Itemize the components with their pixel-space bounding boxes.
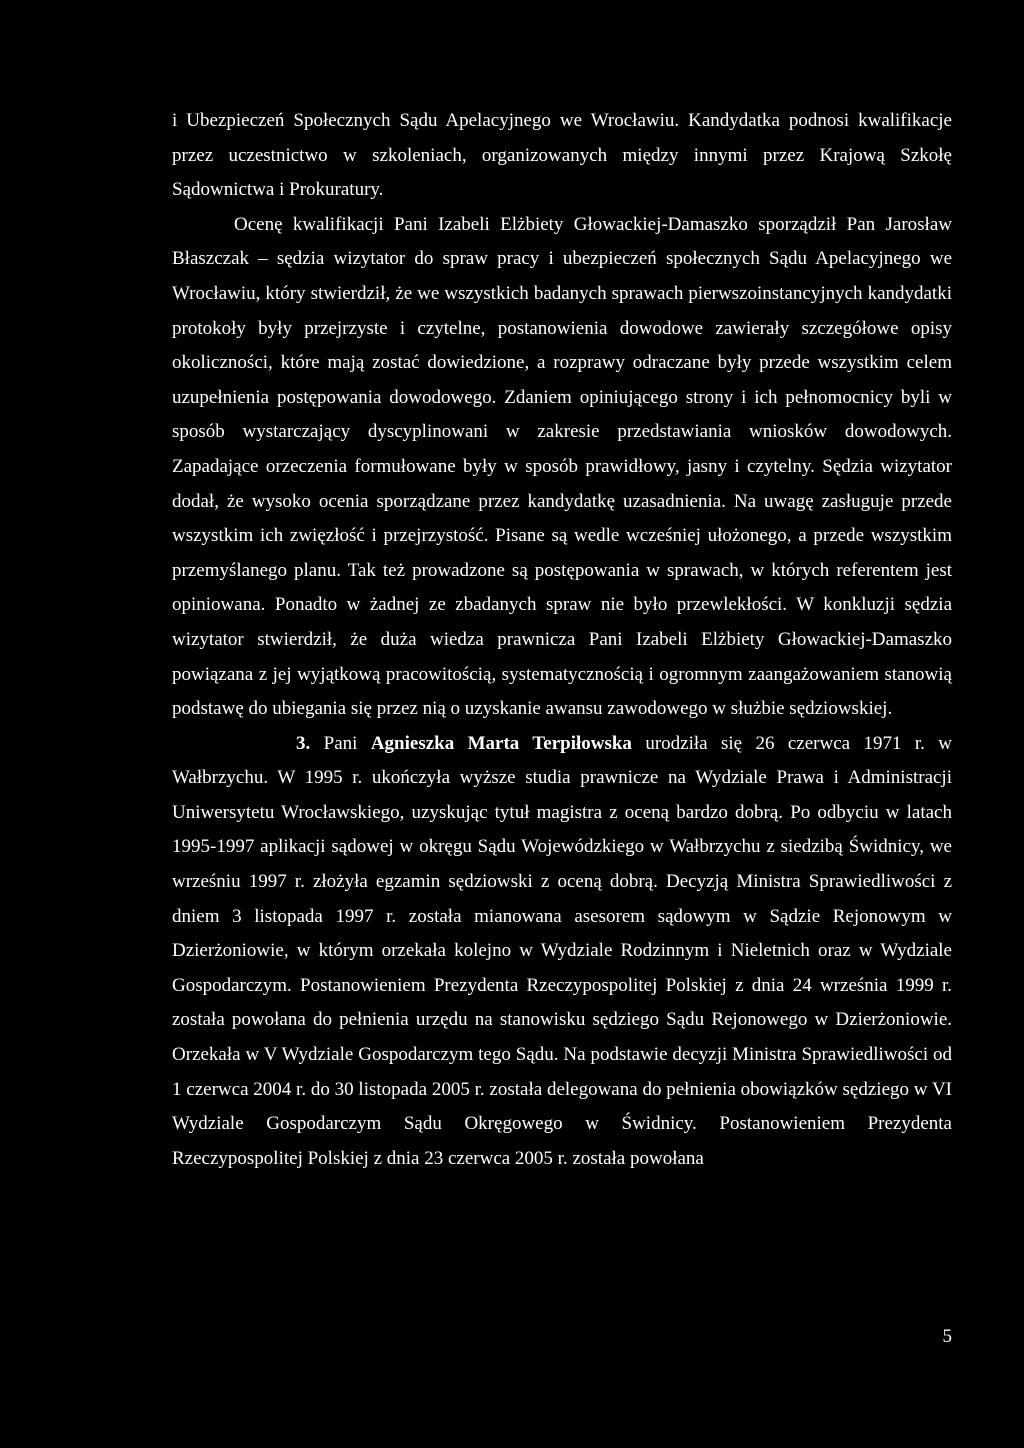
- paragraph-1: i Ubezpieczeń Społecznych Sądu Apelacyjnego we Wrocławiu. Kandydatka podnosi kwalifikacje przez uczestnictwo w szkoleniach, organizowanych między innymi przez Krajową Szkołę Sądownictwa i Prokuratury.: [172, 110, 952, 201]
- document-page: [172, 104, 952, 1176]
- candidate-text: urodziła się 26 czerwca 1971 r. w Wałbrzychu. W 1995 r. ukończyła wyższe studia prawnicze na Wydziale Prawa i Administracji Uniwersytetu Wrocławskiego, uzyskując tytuł magistra z oceną bardzo dobrą. Po odbyciu w latach 1995-1997 aplikacji sądowej w okręgu Sądu Wojewódzkiego w Wałbrzychu z siedzibą Świdnicy, we wrześniu 1997 r. złożyła egzamin sędziowski z oceną dobrą. Decyzją Ministra Sprawiedliwości z dniem 3 listopada 1997 r. została mianowana asesorem sądowym w Sądzie Rejonowym w Dzierżoniowie, w którym orzekała kolejno w Wydziale Rodzinnym i Nieletnich oraz w Wydziale Gospodarczym. Postanowieniem Prezydenta Rzeczypospolitej Polskiej z dnia 24 września 1999 r. została powołana do pełnienia urzędu na stanowisku sędziego Sądu Rejonowego w Dzierżoniowie. Orzekała w V Wydziale Gospodarczym tego Sądu. Na podstawie decyzji Ministra Sprawiedliwości od 1 czerwca 2004 r. do 30 listopada 2005 r. została delegowana do pełnienia obowiązków sędziego w VI Wydziale Gospodarczym Sądu Okręgowego w Świdnicy. Postanowieniem Prezydenta Rzeczypospolitej Polskiej z dnia 23 czerwca 2005 r. została powołana: [172, 732, 952, 1169]
- candidate-paragraph: [172, 727, 952, 1177]
- candidate-number: 3.: [296, 732, 311, 754]
- candidate-name: Agnieszka Marta Terpiłowska: [370, 732, 632, 754]
- page-number: 5: [942, 1326, 952, 1347]
- paragraph-2: Ocenę kwalifikacji Pani Izabeli Elżbiety Głowackiej-Damaszko sporządził Pan Jarosław Błaszczak – sędzia wizytator do spraw pracy i ubezpieczeń społecznych Sądu Apelacyjnego we Wrocławiu, który stwierdził, że we wszystkich badanych sprawach pierwszoinstancyjnych kandydatki protokoły były przejrzyste i czytelne, postanowienia dowodowe zawierały szczegółowe opisy okoliczności, które mają zostać dowiedzione, a rozprawy odraczane były przede wszystkim celem uzupełnienia postępowania dowodowego. Zdaniem opiniującego strony i ich pełnomocnicy byli w sposób wystarczający dyscyplinowani w zakresie przedstawiania wniosków dowodowych. Zapadające orzeczenia formułowane były w sposób prawidłowy, jasny i czytelny. Sędzia wizytator dodał, że wysoko ocenia sporządzane przez kandydatkę uzasadnienia. Na uwagę zasługuje przede wszystkim ich zwięzłość i przejrzystość. Pisane są wedle wcześniej ułożonego, a przede wszystkim przemyślanego planu. Tak też prowadzone są postępowania w sprawach, w których referentem jest opiniowana. Ponadto w żadnej ze zbadanych spraw nie było przewlekłości. W konkluzji sędzia wizytator stwierdził, że duża wiedza prawnicza Pani Izabeli Elżbiety Głowackiej-Damaszko powiązana z jej wyjątkową pracowitością, systematycznością i ogromnym zaangażowaniem stanowią podstawę do ubiegania się przez nią o uzyskanie awansu zawodowego w służbie sędziowskiej.: [172, 213, 952, 720]
- candidate-prefix: Pani: [323, 732, 358, 754]
